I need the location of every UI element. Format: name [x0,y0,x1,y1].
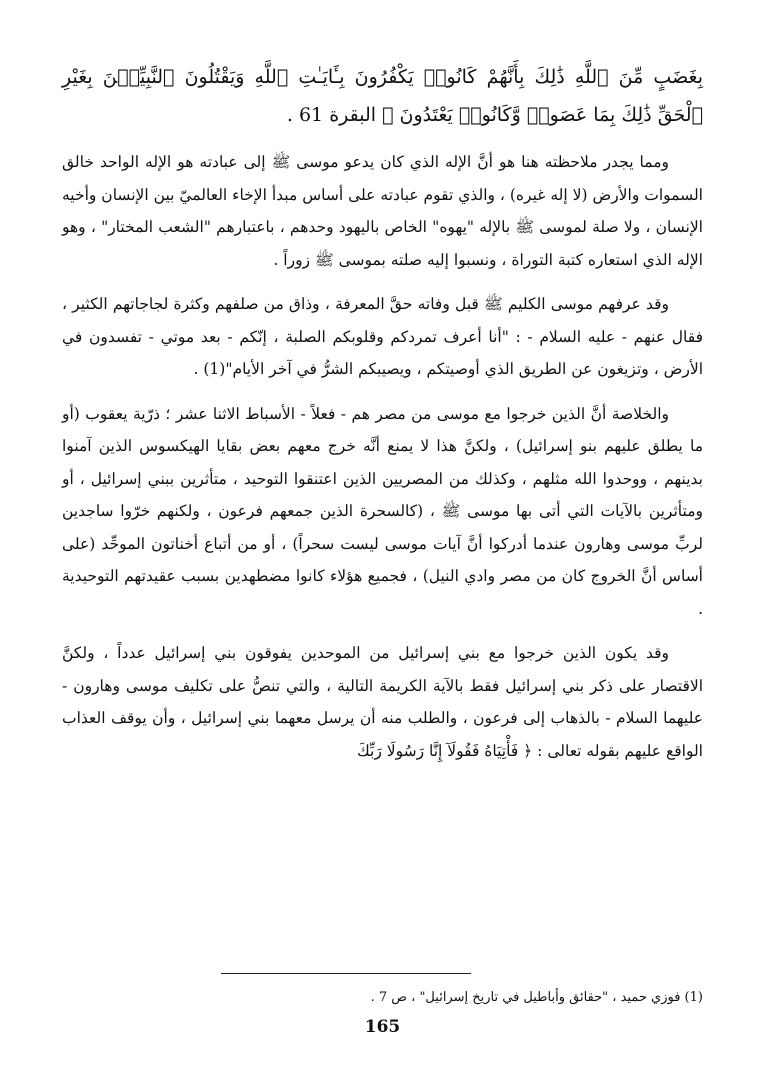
footnote: (1) فوزي حميد ، "حقائق وأباطيل في تاريخ إسرائيل" ، ص 7 . [370,990,703,1005]
paragraph-text: وقد عرفهم موسى الكليم ﷺ قبل وفاته حقَّ المعرفة ، وذاق من صلفهم وكثرة لجاجاتهم الكثير ، فقال عنهم - عليه السلام - : "أنا أعرف تمردكم وقلوبكم الصلبة ، إنّكم - بعد موتي - تفسدون في الأرض ، وتزيغون عن الطريق الذي أوصيتكم ، ويصيبكم الشرُّ في آخر الأيام"(1) . [62,295,703,378]
paragraph-text: والخلاصة أنَّ الذين خرجوا مع موسى من مصر هم - فعلاً - الأسباط الاثنا عشر ؛ ذرّية يعقوب (أو ما يطلق عليهم بنو إسرائيل) ، ولكنَّ هذا لا يمنع أنَّه خرج معهم بعض بقايا الهيكسوس الذين آمنوا بدينهم ، ووحدوا الله مثلهم ، وكذلك من المصريين الذين اعتنقوا التوحيد ، متأثرين ببني إسرائيل ، أو ومتأثرين بالآيات التي أتى بها موسى ﷺ ، (كالسحرة الذين جمعهم فرعون ، ولكنهم خرّوا ساجدين لربِّ موسى وهارون عندما أدركوا أنَّ آيات موسى ليست سحراً) ، أو من أتباع أخناتون الموحِّد (على أساس أنَّ الخروج كان من مصر وادي النيل) ، فجميع هؤلاء كانوا مضطهدين بسبب عقيدتهم التوحيدية . [62,404,703,618]
paragraph-3 [62,398,703,626]
paragraph-4 [62,637,703,767]
quran-verse: بِغَضَبٍ مِّنَ ٱللَّهِ ذَٰلِكَ بِأَنَّهُمْ كَانُوا۟ يَكْفُرُونَ بِـَٔايَـٰتِ ٱللَّهِ وَيَقْتُلُونَ ٱلنَّبِيِّـۧنَ بِغَيْرِ ٱلْحَقِّ ذَٰلِكَ بِمَا عَصَوا۟ وَّكَانُوا۟ يَعْتَدُونَ ﴾ البقرة 61 . [62,66,703,126]
footnote-separator [221,973,471,974]
paragraph-text: ومما يجدر ملاحظته هنا هو أنَّ الإله الذي كان يدعو موسى ﷺ إلى عبادته هو الإله الواحد خالق السموات والأرض (لا إله غيره) ، والذي تقوم عبادته على أساس مبدأ الإخاء العالميّ بين الإنسان وأخيه الإنسان ، ولا صلة لموسى ﷺ بالإله "يهوه" الخاص باليهود وحدهم ، باعتبارهم "الشعب المختار" ، وهو الإله الذي استعاره كتبة التوراة ، ونسبوا إليه صلته بموسى ﷺ زوراً . [62,153,703,269]
paragraph-text: وقد يكون الذين خرجوا مع بني إسرائيل من الموحدين يفوقون بني إسرائيل عدداً ، ولكنَّ الاقتصار على ذكر بني إسرائيل فقط بالآية الكريمة التالية ، والتي تنصُّ على تكليف موسى وهارون - عليهما السلام - بالذهاب إلى فرعون ، والطلب منه أن يرسل معهما بني إسرائيل ، وأن يوقف العذاب الواقع عليهم بقوله تعالى : ﴿ فَأْتِيَاهُ فَقُولَآ إِنَّا رَسُولَا رَبِّكَ [62,644,703,760]
paragraph-2 [62,288,703,386]
paragraph-1 [62,146,703,276]
page-number: 165 [364,1017,401,1037]
